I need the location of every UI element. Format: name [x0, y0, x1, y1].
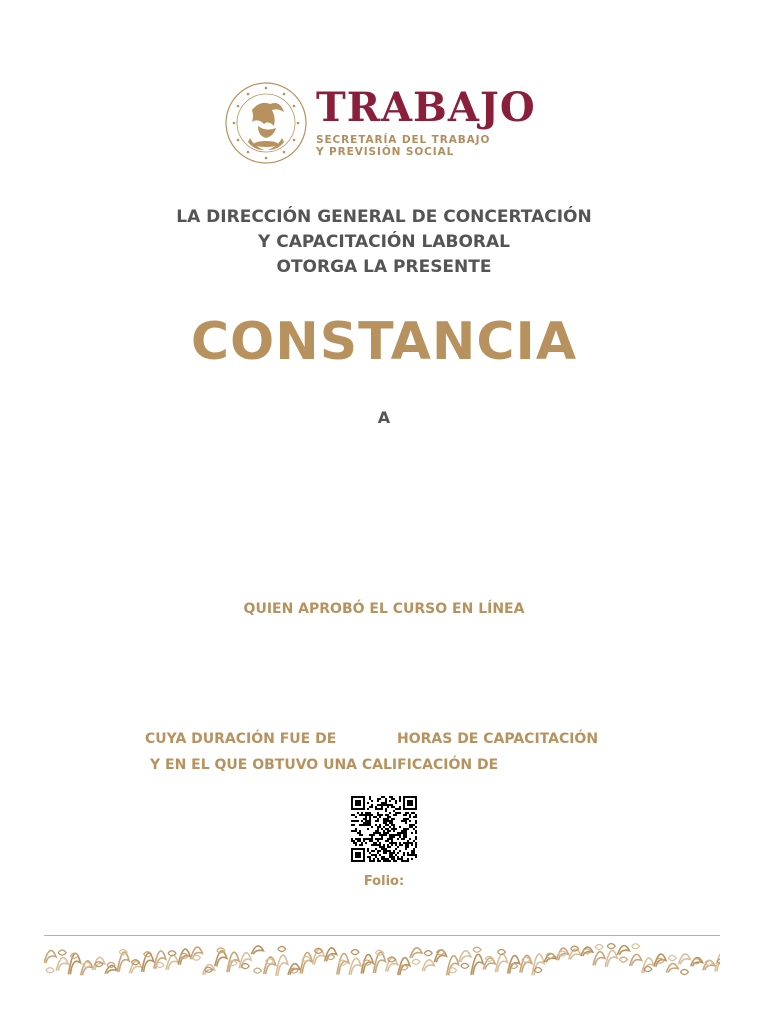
- duration-suffix: HORAS DE CAPACITACIÓN: [397, 731, 599, 747]
- decorative-pattern-band: [44, 940, 720, 980]
- recipient-prefix: A: [377, 408, 391, 427]
- certificate-title: CONSTANCIA: [190, 312, 578, 372]
- qr-code: [351, 796, 417, 862]
- issuer-statement: [0, 205, 768, 280]
- mexican-seal-icon: [224, 80, 308, 166]
- folio-label: Folio:: [363, 874, 405, 889]
- duration-prefix: CUYA DURACIÓN FUE DE: [145, 731, 337, 747]
- brand-subtitle-line2: Y PREVISIÓN SOCIAL: [316, 146, 455, 158]
- header-logo: [224, 80, 554, 170]
- grade-statement: Y EN EL QUE OBTUVO UNA CALIFICACIÓN DE: [150, 757, 499, 773]
- course-statement: QUIEN APROBÓ EL CURSO EN LÍNEA: [243, 601, 525, 617]
- brand-subtitle: [316, 134, 536, 158]
- brand-block: [316, 86, 536, 158]
- issuer-line2: Y CAPACITACIÓN LABORAL: [257, 232, 511, 252]
- brand-title: TRABAJO: [316, 84, 536, 131]
- issuer-line3: OTORGA LA PRESENTE: [276, 257, 492, 277]
- decorative-divider: [44, 935, 720, 936]
- issuer-line1: LA DIRECCIÓN GENERAL DE CONCERTACIÓN: [176, 207, 592, 227]
- brand-subtitle-line1: SECRETARÍA DEL TRABAJO: [316, 134, 491, 146]
